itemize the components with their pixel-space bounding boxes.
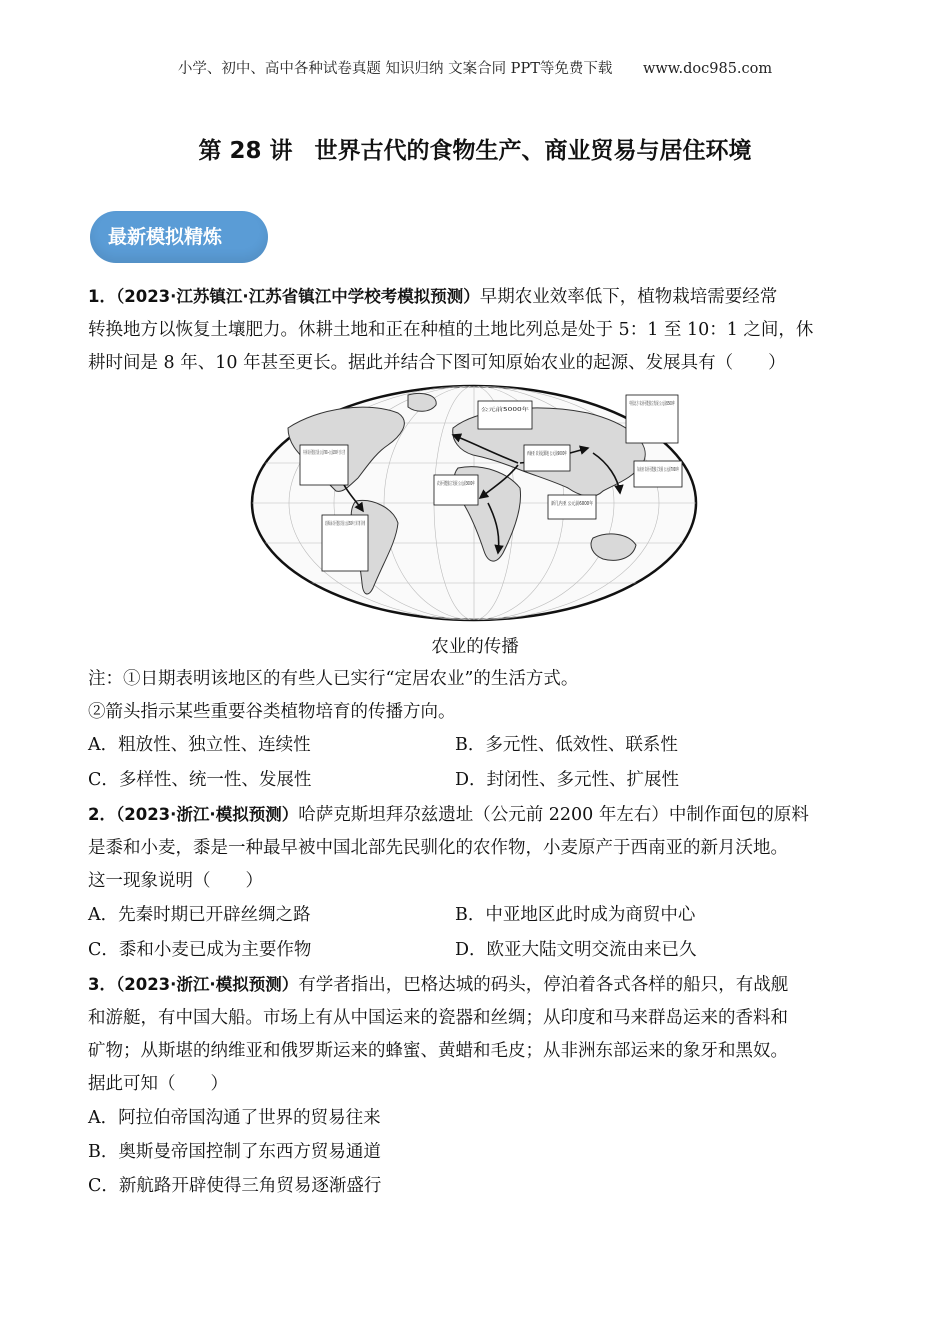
q2-option-b[interactable]: B．中亚地区此时成为商贸中心 — [455, 905, 696, 925]
page-header — [0, 57, 950, 78]
section-badge: 最新模拟精炼 — [90, 211, 268, 263]
q1-option-c[interactable]: C．多样性、统一性、发展性 — [88, 770, 312, 790]
label-west-africa: 农业可能独立发展 公元前3000年 — [437, 481, 512, 487]
label-new-guinea: 新几内亚 公元前6000年 — [551, 501, 606, 507]
label-mesoamerica — [303, 449, 345, 456]
q3-option-b[interactable]: B．奥斯曼帝国控制了东西方贸易通道 — [88, 1142, 381, 1162]
page-title — [0, 132, 950, 165]
q1-note2: ②箭头指示某些重要谷类植物培育的传播方向。 — [88, 702, 456, 722]
q3-number: 3． — [88, 975, 116, 994]
q1-line2: 转换地方以恢复土壤肥力。休耕土地和正在种植的土地比列总是处于 5：1 至 10：1 之间，休 — [88, 320, 814, 340]
q3-source: （2023·浙江·模拟预测） — [115, 975, 299, 994]
lecture-number: 第 28 讲 — [198, 138, 293, 164]
q3-line2: 和游艇，有中国大船。市场上有从中国运来的瓷器和丝绸；从印度和马来群岛运来的香料和 — [88, 1008, 788, 1028]
q3-line3: 矿物；从斯堪的纳维亚和俄罗斯运来的蜂蜜、黄蜡和毛皮；从非洲东部运来的象牙和黑奴。 — [88, 1041, 788, 1061]
q3-option-a[interactable]: A．阿拉伯帝国沟通了世界的贸易往来 — [88, 1108, 381, 1128]
q3-stem — [88, 968, 866, 1101]
header-site[interactable]: www.doc985.com — [642, 61, 773, 77]
q1-stem — [88, 280, 866, 380]
greenland — [408, 393, 436, 411]
label-north-china — [629, 400, 675, 407]
q3-line4: 据此可知（ ） — [88, 1074, 228, 1094]
q1-number: 1． — [88, 287, 116, 306]
q2-stem — [88, 798, 866, 898]
q2-number: 2． — [88, 805, 116, 824]
q1-source: （2023·江苏镇江·江苏省镇江中学校考模拟预测） — [115, 287, 480, 306]
header-text: 小学、初中、高中各种试卷真题 知识归纳 文案合同 PPT等免费下载 — [177, 61, 613, 77]
q2-source: （2023·浙江·模拟预测） — [115, 805, 299, 824]
q2-option-d[interactable]: D．欧亚大陆文明交流由来已久 — [455, 940, 697, 960]
q1-line1: 早期农业效率低下，植物栽培需要经常 — [479, 287, 778, 307]
q1-line3: 耕时间是 8 年、10 年甚至更长。据此并结合下图可知原始农业的起源、发展具有（ ） — [88, 353, 786, 373]
q1-note1: 注：①日期表明该地区的有些人已实行“定居农业”的生活方式。 — [88, 669, 579, 689]
q3-line1: 有学者指出，巴格达城的码头，停泊着各式各样的船只，有战舰 — [298, 975, 789, 995]
q1-option-b[interactable]: B．多元性、低效性、联系性 — [455, 735, 678, 755]
q2-option-c[interactable]: C．黍和小麦已成为主要作物 — [88, 940, 312, 960]
label-southeast-asia — [637, 466, 679, 473]
q3-option-c[interactable]: C．新航路开辟使得三角贸易逐渐盛行 — [88, 1176, 382, 1196]
q1-option-d[interactable]: D．封闭性、多元性、扩展性 — [455, 770, 680, 790]
label-europe: 公元前5000年 — [481, 407, 514, 413]
agriculture-spread-map — [248, 383, 700, 623]
q1-option-a[interactable]: A．粗放性、独立性、连续性 — [88, 735, 311, 755]
map-caption: 农业的传播 — [431, 637, 519, 657]
label-andes — [325, 520, 365, 527]
lecture-topic: 世界古代的食物生产、商业贸易与居住环境 — [314, 138, 752, 164]
label-fertile-crescent: 西南亚 农业起源地 公元前9000年 — [527, 451, 603, 457]
q2-line3: 这一现象说明（ ） — [88, 871, 263, 891]
q2-option-a[interactable]: A．先秦时期已开辟丝绸之路 — [88, 905, 311, 925]
q2-line2: 是黍和小麦，黍是一种最早被中国北部先民驯化的农作物，小麦原产于西南亚的新月沃地。 — [88, 838, 788, 858]
q2-line1: 哈萨克斯坦拜尕兹遗址（公元前 2200 年左右）中制作面包的原料 — [298, 805, 809, 825]
